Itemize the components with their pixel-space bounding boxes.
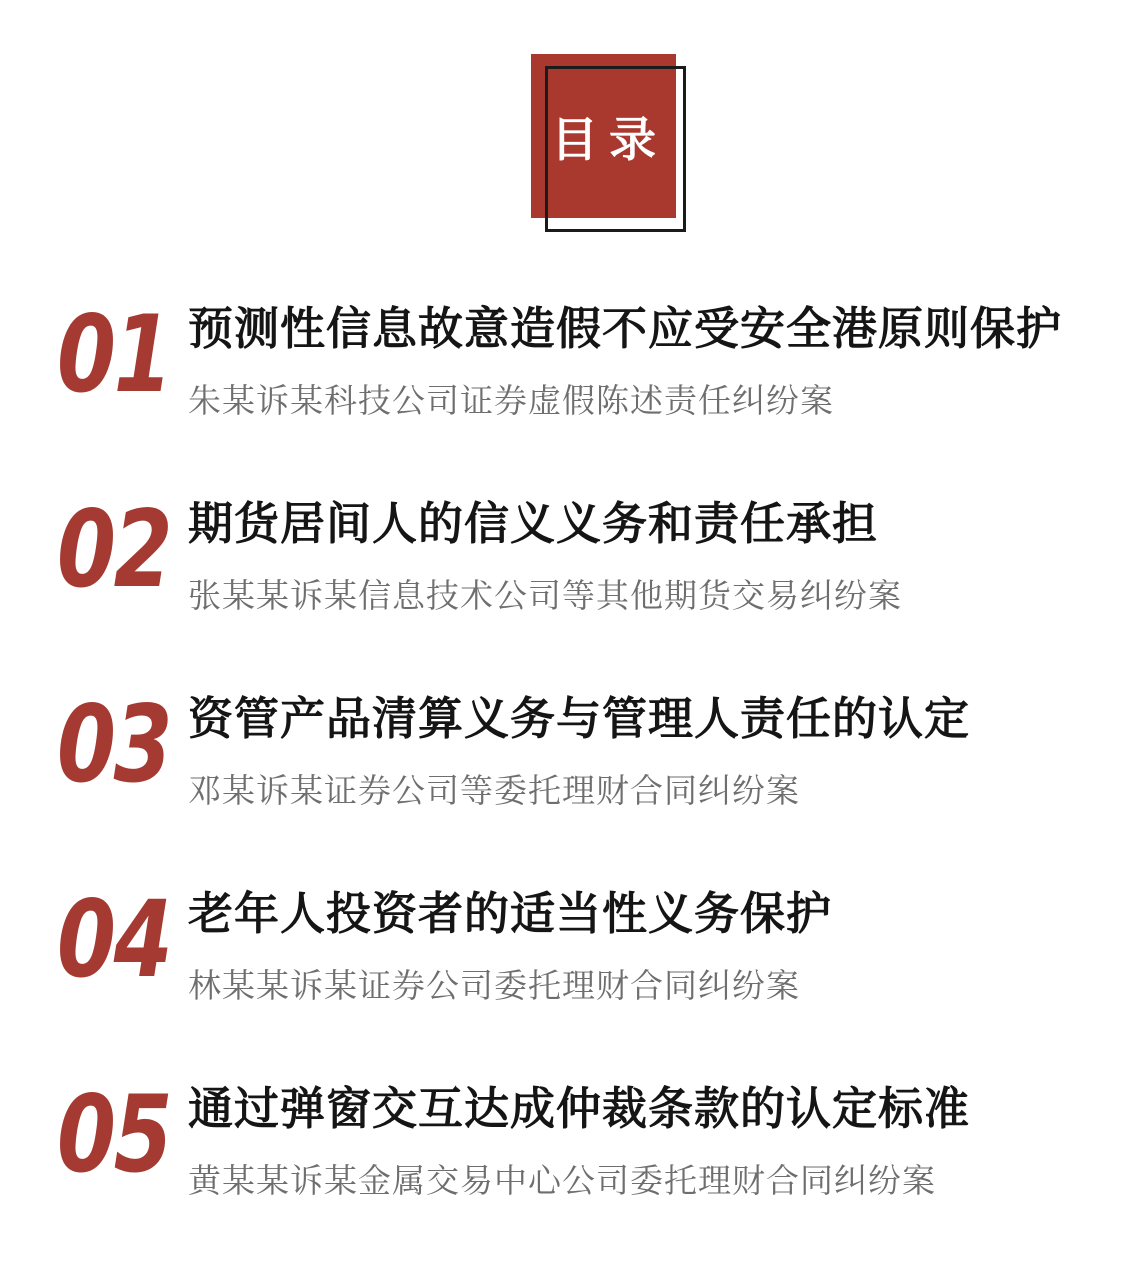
item-title: 资管产品清算义务与管理人责任的认定: [188, 692, 971, 745]
item-text: [188, 303, 1097, 421]
item-number: 02: [57, 488, 171, 611]
toc-item: [57, 1073, 1097, 1201]
item-text: [188, 1083, 1097, 1201]
item-number: 05: [57, 1073, 171, 1196]
item-number: 04: [57, 878, 171, 1001]
toc-list: [57, 293, 1097, 1278]
item-title: 老年人投资者的适当性义务保护: [188, 887, 833, 940]
item-text: [188, 693, 1097, 811]
toc-item: [57, 293, 1097, 421]
item-text: [188, 888, 1097, 1006]
item-subtitle: 林某某诉某证券公司委托理财合同纠纷案: [188, 966, 800, 1005]
header-outline-square: [545, 66, 686, 232]
item-subtitle: 张某某诉某信息技术公司等其他期货交易纠纷案: [188, 576, 902, 615]
toc-item: [57, 488, 1097, 616]
toc-item: [57, 878, 1097, 1006]
item-title: 预测性信息故意造假不应受安全港原则保护: [188, 302, 1063, 355]
item-subtitle: 邓某诉某证券公司等委托理财合同纠纷案: [188, 771, 800, 810]
header: [0, 0, 1138, 285]
toc-item: [57, 683, 1097, 811]
item-number: 01: [57, 293, 171, 416]
item-title: 期货居间人的信义义务和责任承担: [188, 497, 879, 550]
item-text: [188, 498, 1097, 616]
item-title: 通过弹窗交互达成仲裁条款的认定标准: [188, 1082, 971, 1135]
item-subtitle: 黄某某诉某金属交易中心公司委托理财合同纠纷案: [188, 1161, 936, 1200]
item-subtitle: 朱某诉某科技公司证券虚假陈述责任纠纷案: [188, 381, 834, 420]
page-title: 目录: [551, 112, 667, 168]
item-number: 03: [57, 683, 171, 806]
